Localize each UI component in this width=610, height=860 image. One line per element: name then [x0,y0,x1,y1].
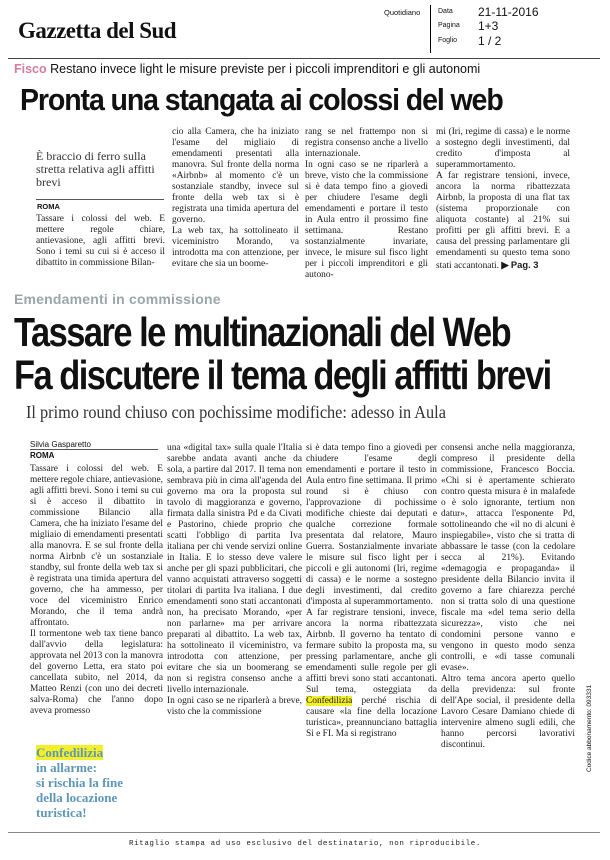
article1-col4 [436,127,570,272]
article2-col3 [306,443,437,740]
article2-headline-2: Fa discutere il tema degli affitti brevi [14,352,551,398]
article2-col2: una «digital tax» sulla quale l'Italia sarebbe andata avanti anche da sola, a partire dal 2017. Il tema non sembrava più in cima all'agenda del governo ma ora la proposta sul tavolo di maggioranza e governo, firmata dalla sinistra Pd e da Civati e Pastorino, chiede proprio che scatti l'obbligo di partita Iva italiana per chi vende servizi online in Italia. E lo stesso deve valere anche per gli spazi pubblicitari, che vanno acquistati attraverso soggetti titolari di partita Iva italiana. I due emendamenti sono stati accantonati non, ha precisato Morando, «per non parlarne» ma per arrivare preparati al dibattito. La web tax, ha sottolineato il viceministro, va introdotta con attenzione, per evitare che sia un boomerang se non si registra consenso anche a livello internazionale. In ogni caso se ne riparlerà a breve, visto che la commissione [167,443,302,717]
header-rule [8,58,600,59]
article2-city: ROMA [30,451,55,460]
data-value: 21-11-2016 [478,5,539,19]
masthead: Gazzetta del Sud [18,18,177,43]
page-ref-arrow-icon: ▶ [501,259,509,270]
article1-col3: rang se nel frattempo non si registra consenso anche a livello internazionale. In ogni caso se ne riparlerà a breve, visto che la commissione si è data tempo fino a giovedì per chiudere l'esame degli emendamenti e portare il testo in Aula entro il prossimo fine settimana. Restano sostanzialmente invariate, invece, le misure sul fisco light per i piccoli imprenditori e gli autono- [305,127,428,280]
header-divider [430,5,431,53]
article2-author: Silvia Gasparetto [30,440,91,449]
article2-col3-text-b: perché rischia di causare «la fine della locazione turistica», preannunciano battaglia Si e FI. Ma si registrano [306,696,437,739]
article1-col4-text: mi (Iri, regime di cassa) e le norme a sostegno degli investimenti, dal credito d'imposta al superammortamento. A far registrare tensioni, invece, ancora la norma ribattezzata Airbnb, la proposta di una flat tax (sistema proporzionale con aliquota costante) al 21% sui profitti per gli affitti brevi. E a causa del pressing parlamentare gli emendamenti su questo tema sono stati accantonati. [436,127,570,271]
article2-col1: Tassare i colossi del web. E mettere regole chiare, antievasione, agli affitti brevi. Sono i temi su cui si è acceso il dibattito in commissione Bilancio alla Camera, che ha iniziato l'esame del migliaio di emendamenti presentati alla manovra. E se sul fronte della norma Airbnb c'è un sostanziale standby, sul fronte della web tax si è registrata una timida apertura del governo, che ha ammesso, per voce del viceministro Enrico Morando, che il tema andrà affrontato. Il tormentone web tax tiene banco dall'avvio della legislatura: approvata nel 2013 con la manovra del governo Letta, era stato poi cancellata subito, nel 2014, da Matteo Renzi (con uno dei decreti salva-Roma) che l'anno dopo aveva promesso [30,464,164,716]
article2-separator [30,449,158,450]
article2-headline-1: Tassare le multinazionali del Web [14,309,511,355]
article1-headline: Pronta una stangata ai colossi del web [20,82,503,117]
article1-separator [36,199,164,200]
article2-subhead: Il primo round chiuso con pochissime modifiche: adesso in Aula [26,402,446,422]
article1-col1: Tassare i colossi del web. E mettere regole chiare, antievasione, agli affitti brevi. Sono i temi su cui si è acceso il dibattito in commissione Bilan- [36,214,165,268]
callout-line-3: si rischia la fine [36,775,124,790]
publication-type: Quotidiano [384,8,421,17]
article2-kicker: Emendamenti in commissione [14,291,221,307]
callout-line-1: Confedilizia [36,745,104,760]
callout-line-4: della locazione [36,790,118,805]
page-ref: Pag. 3 [510,259,539,270]
confedilizia-highlight: Confedilizia [306,696,353,706]
kicker-text: Restano invece light le misure previste per i piccoli imprenditori e gli autonomi [50,62,481,76]
pagina-value: 1+3 [478,19,499,33]
callout-line-5: turistica! [36,805,87,820]
article1-subhead: È braccio di ferro sulla stretta relativa agli affitti brevi [36,149,155,189]
kicker-label: Fisco [14,62,47,76]
article2-col4: consensi anche nella maggioranza, compreso il presidente della commissione, Francesco Boccia. «Chi si è apertamente schierato contro questa misura è in malafede o è solo ignorante, tertium non datur», attacca l'esponente Pd, sottolineando che «il no di alcuni è inspiegabile», visto che si tratta di abbassare le tasse (con la cedolare secca al 21%). Evitando «demagogia e propaganda» il presidente della Bilancio invita il governo a fare chiarezza perché non si tratta solo di una questione fiscale ma «del tema serio della sicurezza», visto che nei condomini persone vanno e vengono in questo modo senza controlli, e «di tasse comunali evase». Altro tema ancora aperto quello della previdenza: sul fronte dell'Ape social, il presidente della Lavoro Cesare Damiano chiede di intervenire almeno sugli edili, che hanno percorsi lavorativi discontinui. [441,443,575,750]
callout-box [36,745,123,820]
callout-line-2: in allarme: [36,760,98,775]
article1-col2: cio alla Camera, che ha iniziato l'esame del migliaio di emendamenti presentati alla manovra. Sul fronte della norma «Airbnb» al momento c'è un sostanziale standby, invece sul fronte della web tax si è registrata una timida apertura del governo. La web tax, ha sottolineato il viceministro Morando, va introdotta ma con attenzione, per evitare che sia un boome- [172,127,299,269]
subscription-code: Codice abbonamento: 093331 [586,684,593,772]
footer-rule [8,832,600,833]
article2-col3-text-a: si è data tempo fino a giovedì per chiudere l'esame degli emendamenti e portare il testo in Aula entro fine settimana. Il primo round si è chiuso con l'approvazione di pochissime modifiche chieste dai deputati e qualche correzione formale presentata dal relatore, Mauro Guerra. Sostanzialmente invariate le misure sul fisco light per i piccoli e gli autonomi (Iri, regime di cassa) e le norme a sostegno degli investimenti, dal credito d'imposta al superammortamento. A far registrare tensioni, invece, ancora la norma ribattezzata Airbnb. Il governo ha tentato di fermare subito la proposta ma, su pressing parlamentare, anche gli emendamenti sulle regole per gli affitti brevi sono stati accantonati. Sul tema, osteggiata da [306,443,437,695]
footer-notice: Ritaglio stampa ad uso esclusivo del destinatario, non riproducibile. [129,840,481,848]
foglio-label: Foglio [438,37,458,44]
pagina-label: Pagina [438,22,460,29]
data-label: Data [438,8,453,15]
article1-city: ROMA [37,202,60,211]
foglio-value: 1 / 2 [478,34,502,48]
article1-kicker [14,62,480,76]
